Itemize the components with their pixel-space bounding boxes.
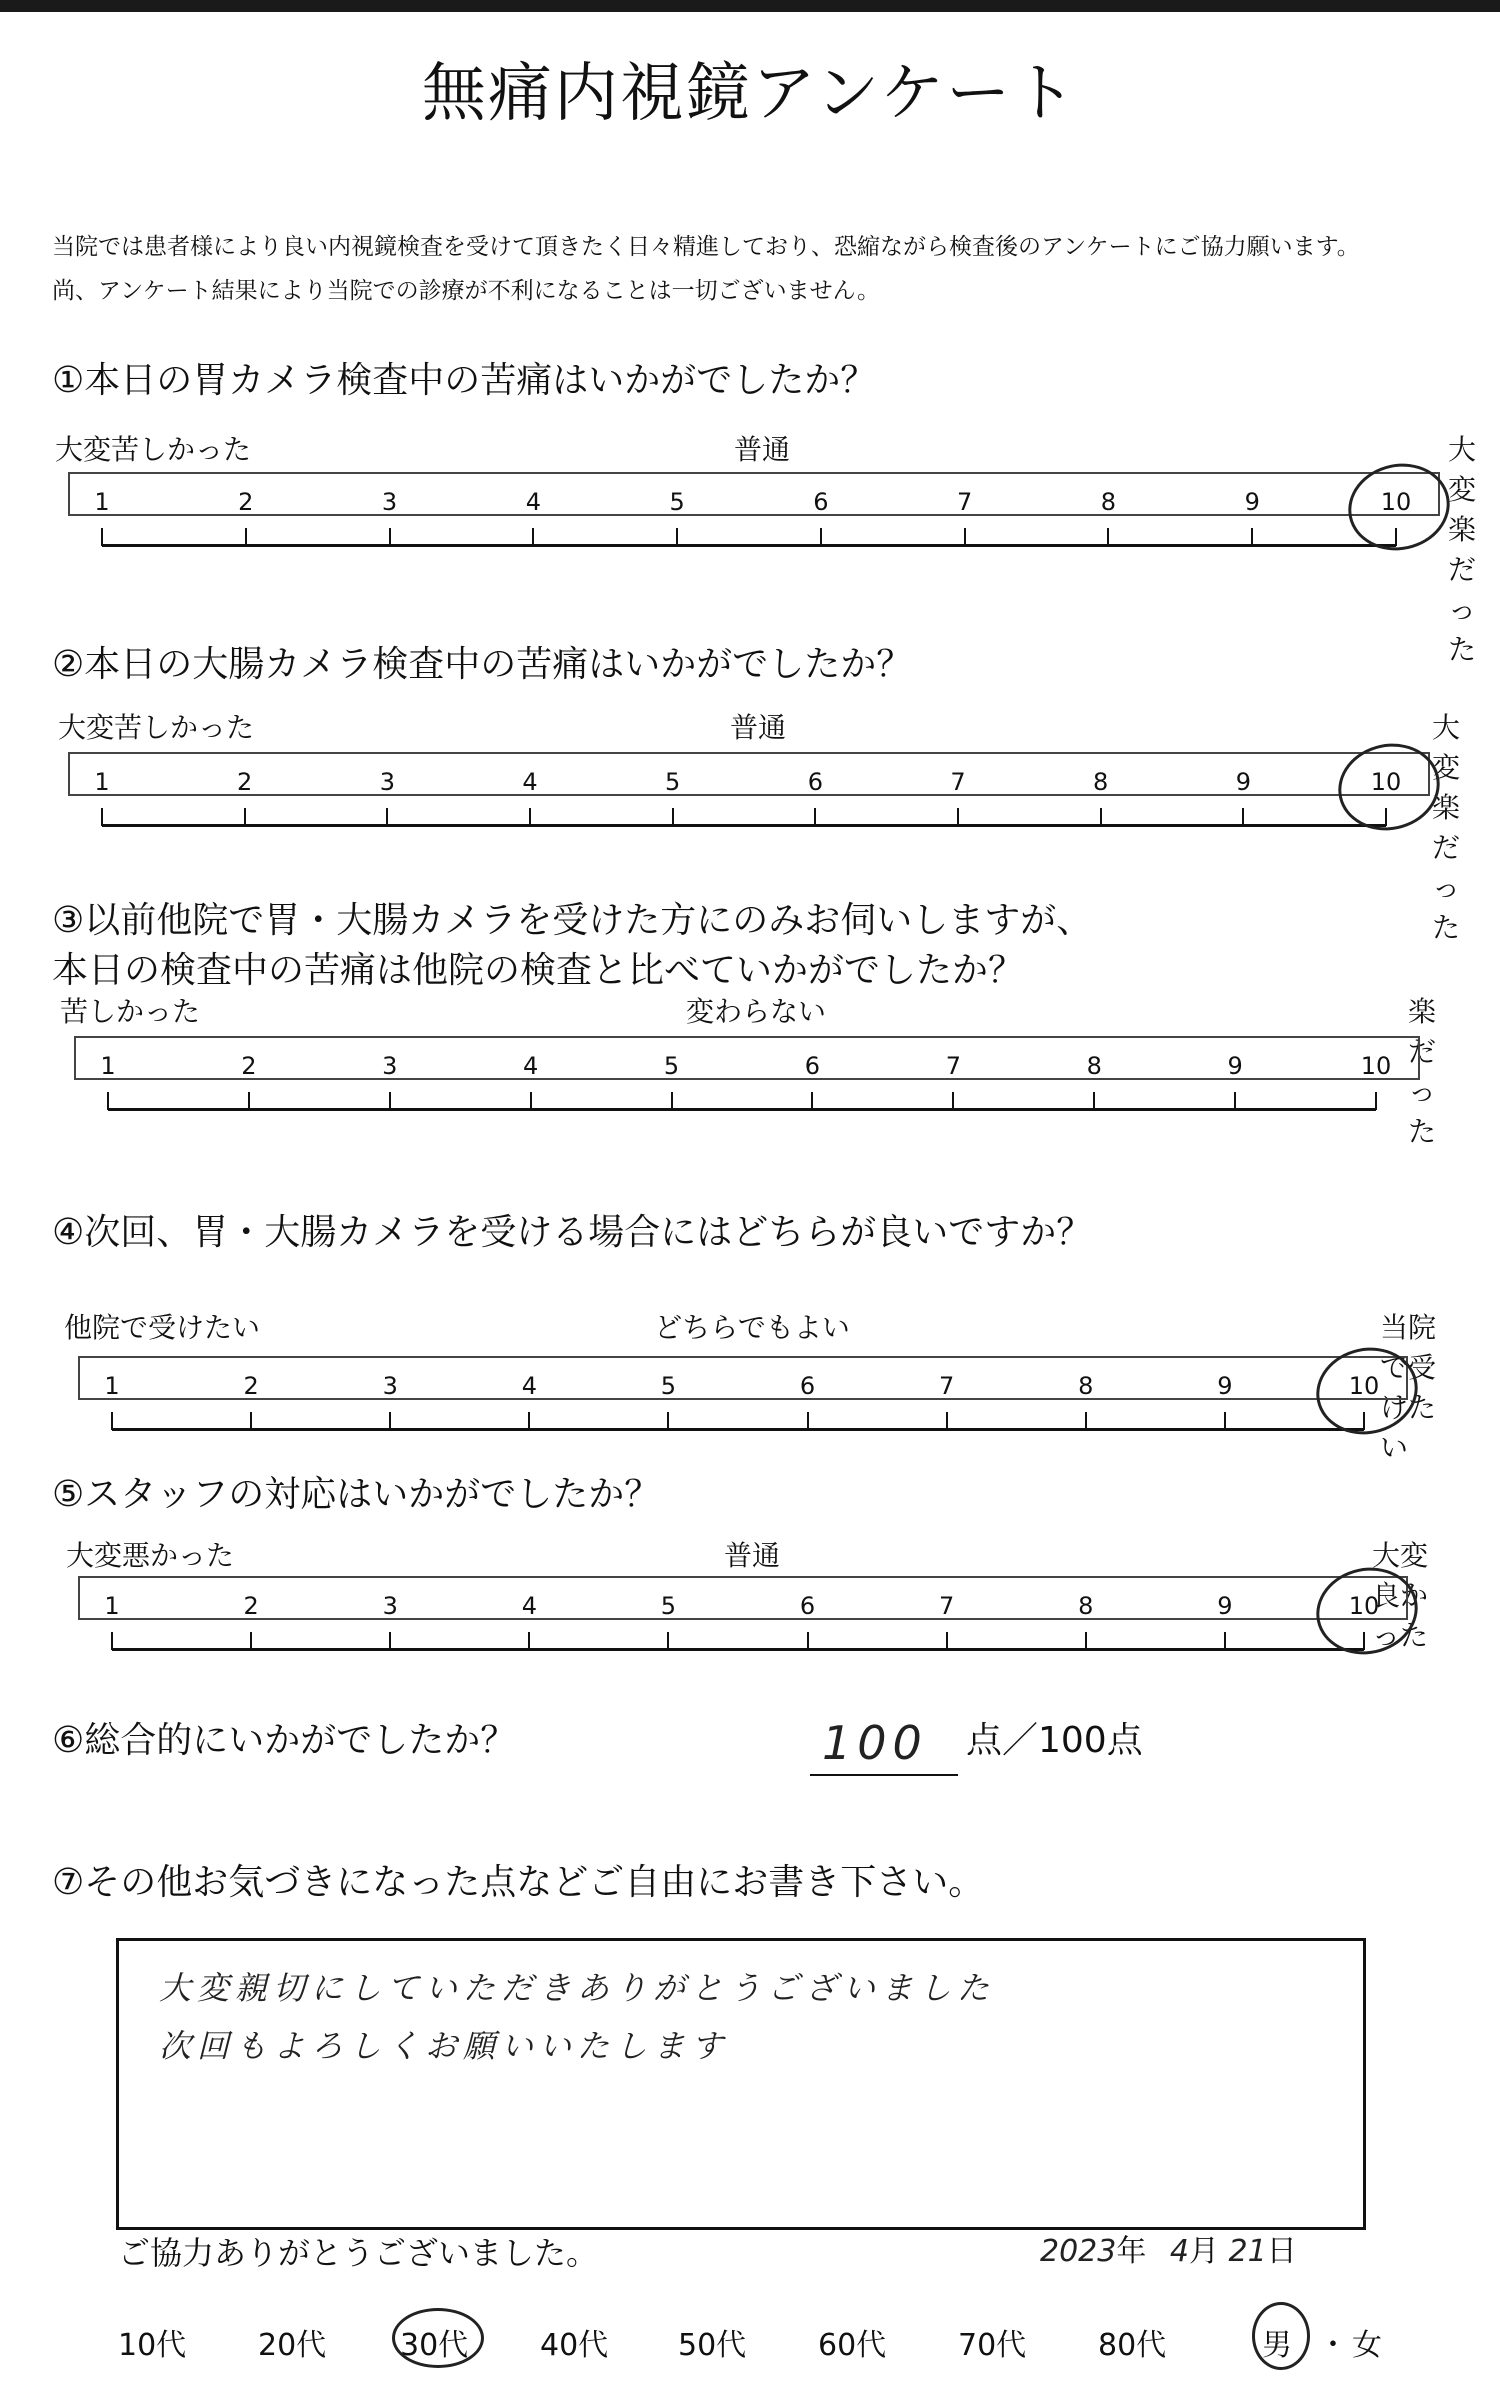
scale-number[interactable]: 2 — [243, 1592, 259, 1620]
scale-tick — [1224, 1632, 1226, 1650]
q1-label-mid: 普通 — [733, 433, 791, 466]
scale-tick — [667, 1412, 669, 1430]
q1-label-left: 大変苦しかった — [55, 433, 252, 466]
scale-tick — [964, 528, 966, 546]
scale-number[interactable]: 9 — [1244, 488, 1260, 516]
question-7: ⑦その他お気づきになった点などご自由にお書き下さい。 — [52, 1862, 985, 1903]
scale-number[interactable]: 2 — [241, 1052, 257, 1080]
date-row — [1040, 2226, 1297, 2270]
scale-tick — [245, 528, 247, 546]
scale-number[interactable]: 7 — [945, 1052, 961, 1080]
scale-number[interactable]: 4 — [525, 488, 541, 516]
date-month-label: 月 — [1189, 2234, 1219, 2269]
q5-label-mid: 普通 — [723, 1539, 781, 1572]
scale-tick — [820, 528, 822, 546]
scale-baseline — [102, 824, 1386, 827]
scale-number[interactable]: 8 — [1078, 1592, 1094, 1620]
scale-tick — [528, 1632, 530, 1650]
scale-number[interactable]: 5 — [669, 488, 685, 516]
scale-number[interactable]: 2 — [243, 1372, 259, 1400]
scale-tick — [528, 1412, 530, 1430]
age-60s[interactable]: 60代 — [818, 2328, 887, 2363]
scale-baseline — [112, 1428, 1364, 1431]
q4-label-mid: どちらでもよい — [654, 1311, 850, 1344]
scale-tick — [1224, 1412, 1226, 1430]
age-70s[interactable]: 70代 — [958, 2328, 1027, 2363]
scale-number[interactable]: 7 — [957, 488, 973, 516]
scale-tick — [389, 1092, 391, 1110]
q4-label-left: 他院で受けたい — [64, 1311, 261, 1344]
scale-tick — [1234, 1092, 1236, 1110]
age-10s[interactable]: 10代 — [118, 2328, 187, 2363]
scale-number[interactable]: 9 — [1235, 768, 1251, 796]
question-3-line-2: 本日の検査中の苦痛は他院の検査と比べていかがでしたか？ — [52, 950, 1025, 991]
scale-tick — [386, 808, 388, 826]
scale-tick — [111, 1412, 113, 1430]
scale-frame — [68, 472, 1440, 516]
q4-scale[interactable] — [78, 1356, 1408, 1446]
scale-tick — [530, 1092, 532, 1110]
gender-separator: ・ — [1318, 2328, 1348, 2363]
date-month: 4 — [1169, 2234, 1189, 2269]
scale-number[interactable]: 10 — [1348, 1372, 1380, 1400]
scale-number[interactable]: 8 — [1078, 1372, 1094, 1400]
date-day-label: 日 — [1266, 2234, 1297, 2269]
scale-frame — [78, 1576, 1408, 1620]
scale-frame — [68, 752, 1430, 796]
q3-label-left: 苦しかった — [60, 995, 201, 1028]
scale-tick — [107, 1092, 109, 1110]
score-handwritten[interactable]: 100 — [822, 1716, 928, 1770]
age-30s[interactable]: 30代 — [400, 2328, 469, 2363]
scale-tick — [946, 1632, 948, 1650]
scale-number[interactable]: 4 — [521, 1372, 537, 1400]
date-year: 2023 — [1040, 2234, 1117, 2269]
question-2: ②本日の大腸カメラ検査中の苦痛はいかがでしたか？ — [52, 644, 913, 685]
q3-label-mid: 変わらない — [685, 995, 827, 1028]
question-5: ⑤スタッフの対応はいかがでしたか？ — [52, 1474, 661, 1515]
q2-label-left: 大変苦しかった — [58, 711, 255, 744]
scale-number[interactable]: 10 — [1360, 1052, 1392, 1080]
scale-tick — [389, 1412, 391, 1430]
thanks-text: ご協力ありがとうございました。 — [118, 2234, 599, 2272]
q5-scale[interactable] — [78, 1576, 1408, 1666]
scale-baseline — [102, 544, 1396, 547]
q2-label-mid: 普通 — [729, 711, 787, 744]
scale-tick — [1251, 528, 1253, 546]
scale-number[interactable]: 10 — [1370, 768, 1402, 796]
page-title: 無痛内視鏡アンケート — [421, 57, 1079, 131]
gender-selected-circle — [1252, 2302, 1310, 2370]
scale-tick — [532, 528, 534, 546]
scale-number[interactable]: 6 — [813, 488, 829, 516]
gender-female[interactable]: 女 — [1352, 2328, 1382, 2363]
intro-line-1: 当院では患者様により良い内視鏡検査を受けて頂きたく日々精進しており、恐縮ながら検査後のアンケートにご協力願います。 — [52, 234, 1360, 260]
age-50s[interactable]: 50代 — [678, 2328, 747, 2363]
scale-tick — [101, 528, 103, 546]
q1-label-right: 大変楽だった — [1447, 433, 1476, 666]
scale-tick — [250, 1412, 252, 1430]
scale-number[interactable]: 3 — [382, 1052, 398, 1080]
scale-number[interactable]: 2 — [238, 488, 254, 516]
scale-number[interactable]: 1 — [104, 1372, 120, 1400]
scale-number[interactable]: 10 — [1380, 488, 1412, 516]
scale-number[interactable]: 7 — [950, 768, 966, 796]
scale-tick — [1107, 528, 1109, 546]
scale-baseline — [112, 1648, 1364, 1651]
scale-number[interactable]: 5 — [660, 1372, 677, 1400]
scale-tick — [667, 1632, 669, 1650]
scale-tick — [1085, 1412, 1087, 1430]
scale-tick — [1085, 1632, 1087, 1650]
gender-male[interactable]: 男 — [1262, 2328, 1292, 2363]
scale-number[interactable]: 3 — [382, 1592, 398, 1620]
question-6: ⑥総合的にいかがでしたか？ — [52, 1720, 517, 1761]
scale-tick — [248, 1092, 250, 1110]
age-40s[interactable]: 40代 — [540, 2328, 609, 2363]
scale-number[interactable]: 2 — [237, 768, 253, 796]
scale-tick — [957, 808, 959, 826]
q2-scale[interactable] — [68, 752, 1430, 842]
q4-label-right: 当院で受けたい — [1380, 1311, 1437, 1464]
scale-tick — [389, 1632, 391, 1650]
scale-tick — [1375, 1092, 1377, 1110]
scale-tick — [529, 808, 531, 826]
scale-number[interactable]: 8 — [1093, 768, 1109, 796]
scale-tick — [811, 1092, 813, 1110]
scale-number[interactable]: 7 — [939, 1372, 955, 1400]
date-day: 21 — [1228, 2234, 1267, 2269]
scale-number[interactable]: 3 — [381, 488, 398, 516]
scale-tick — [676, 528, 678, 546]
scale-number[interactable]: 8 — [1100, 488, 1117, 516]
question-3: ③以前他院で胃・大腸カメラを受けた方にのみお伺いしますが、 — [52, 900, 1093, 941]
scale-tick — [1093, 1092, 1095, 1110]
scale-number[interactable]: 5 — [665, 768, 681, 796]
scale-frame — [74, 1036, 1420, 1080]
top-border — [0, 0, 1500, 12]
scale-tick — [807, 1412, 809, 1430]
scale-number[interactable]: 1 — [94, 488, 110, 516]
comment-line-1: 大変親切にしていただきありがとうございました — [159, 1969, 996, 2007]
comment-line-2: 次回もよろしくお願いいたします — [159, 2027, 730, 2065]
scale-number[interactable]: 4 — [521, 1592, 537, 1620]
scale-tick — [1100, 808, 1102, 826]
scale-number[interactable]: 6 — [799, 1592, 816, 1620]
scale-tick — [952, 1092, 954, 1110]
scale-number[interactable]: 1 — [94, 768, 110, 796]
scale-number[interactable]: 5 — [663, 1052, 680, 1080]
intro-line-2: 尚、アンケート結果により当院での診療が不利になることは一切ございません。 — [52, 278, 880, 304]
comment-box[interactable] — [116, 1938, 1366, 2230]
scale-number[interactable]: 5 — [660, 1592, 677, 1620]
scale-number[interactable]: 3 — [382, 1372, 398, 1400]
q3-label-right: 楽だった — [1408, 995, 1437, 1148]
scale-number[interactable]: 7 — [939, 1592, 955, 1620]
age-20s[interactable]: 20代 — [258, 2328, 327, 2363]
q3-scale[interactable] — [74, 1036, 1420, 1126]
scale-tick — [807, 1632, 809, 1650]
scale-tick — [671, 1092, 673, 1110]
question-1: ①本日の胃カメラ検査中の苦痛はいかがでしたか？ — [52, 360, 877, 401]
q5-label-right: 大変良かった — [1372, 1539, 1429, 1652]
scale-tick — [946, 1412, 948, 1430]
scale-tick — [1242, 808, 1244, 826]
scale-number[interactable]: 6 — [799, 1372, 816, 1400]
scale-number[interactable]: 4 — [523, 1052, 539, 1080]
scale-tick — [250, 1632, 252, 1650]
scale-number[interactable]: 9 — [1227, 1052, 1243, 1080]
scale-number[interactable]: 10 — [1348, 1592, 1380, 1620]
scale-number[interactable]: 4 — [522, 768, 538, 796]
scale-frame — [78, 1356, 1408, 1400]
age-selected-circle — [392, 2308, 484, 2368]
score-suffix: 点／100点 — [966, 1720, 1143, 1761]
scale-number[interactable]: 3 — [379, 768, 395, 796]
scale-number[interactable]: 1 — [104, 1592, 120, 1620]
scale-number[interactable]: 6 — [804, 1052, 821, 1080]
scale-tick — [672, 808, 674, 826]
date-year-label: 年 — [1116, 2234, 1147, 2269]
scale-tick — [389, 528, 391, 546]
question-4: ④次回、胃・大腸カメラを受ける場合にはどちらが良いですか？ — [52, 1212, 1093, 1253]
scale-number[interactable]: 9 — [1217, 1372, 1233, 1400]
scale-number[interactable]: 1 — [100, 1052, 116, 1080]
scale-tick — [814, 808, 816, 826]
q1-scale[interactable] — [68, 472, 1440, 562]
scale-tick — [244, 808, 246, 826]
scale-number[interactable]: 6 — [807, 768, 823, 796]
score-underline — [810, 1774, 958, 1776]
scale-baseline — [108, 1108, 1376, 1111]
age-80s[interactable]: 80代 — [1098, 2328, 1167, 2363]
scale-tick — [111, 1632, 113, 1650]
scale-number[interactable]: 9 — [1217, 1592, 1233, 1620]
scale-number[interactable]: 8 — [1086, 1052, 1102, 1080]
scale-tick — [101, 808, 103, 826]
q5-label-left: 大変悪かった — [66, 1539, 235, 1572]
q2-label-right: 大変楽だった — [1432, 711, 1461, 944]
